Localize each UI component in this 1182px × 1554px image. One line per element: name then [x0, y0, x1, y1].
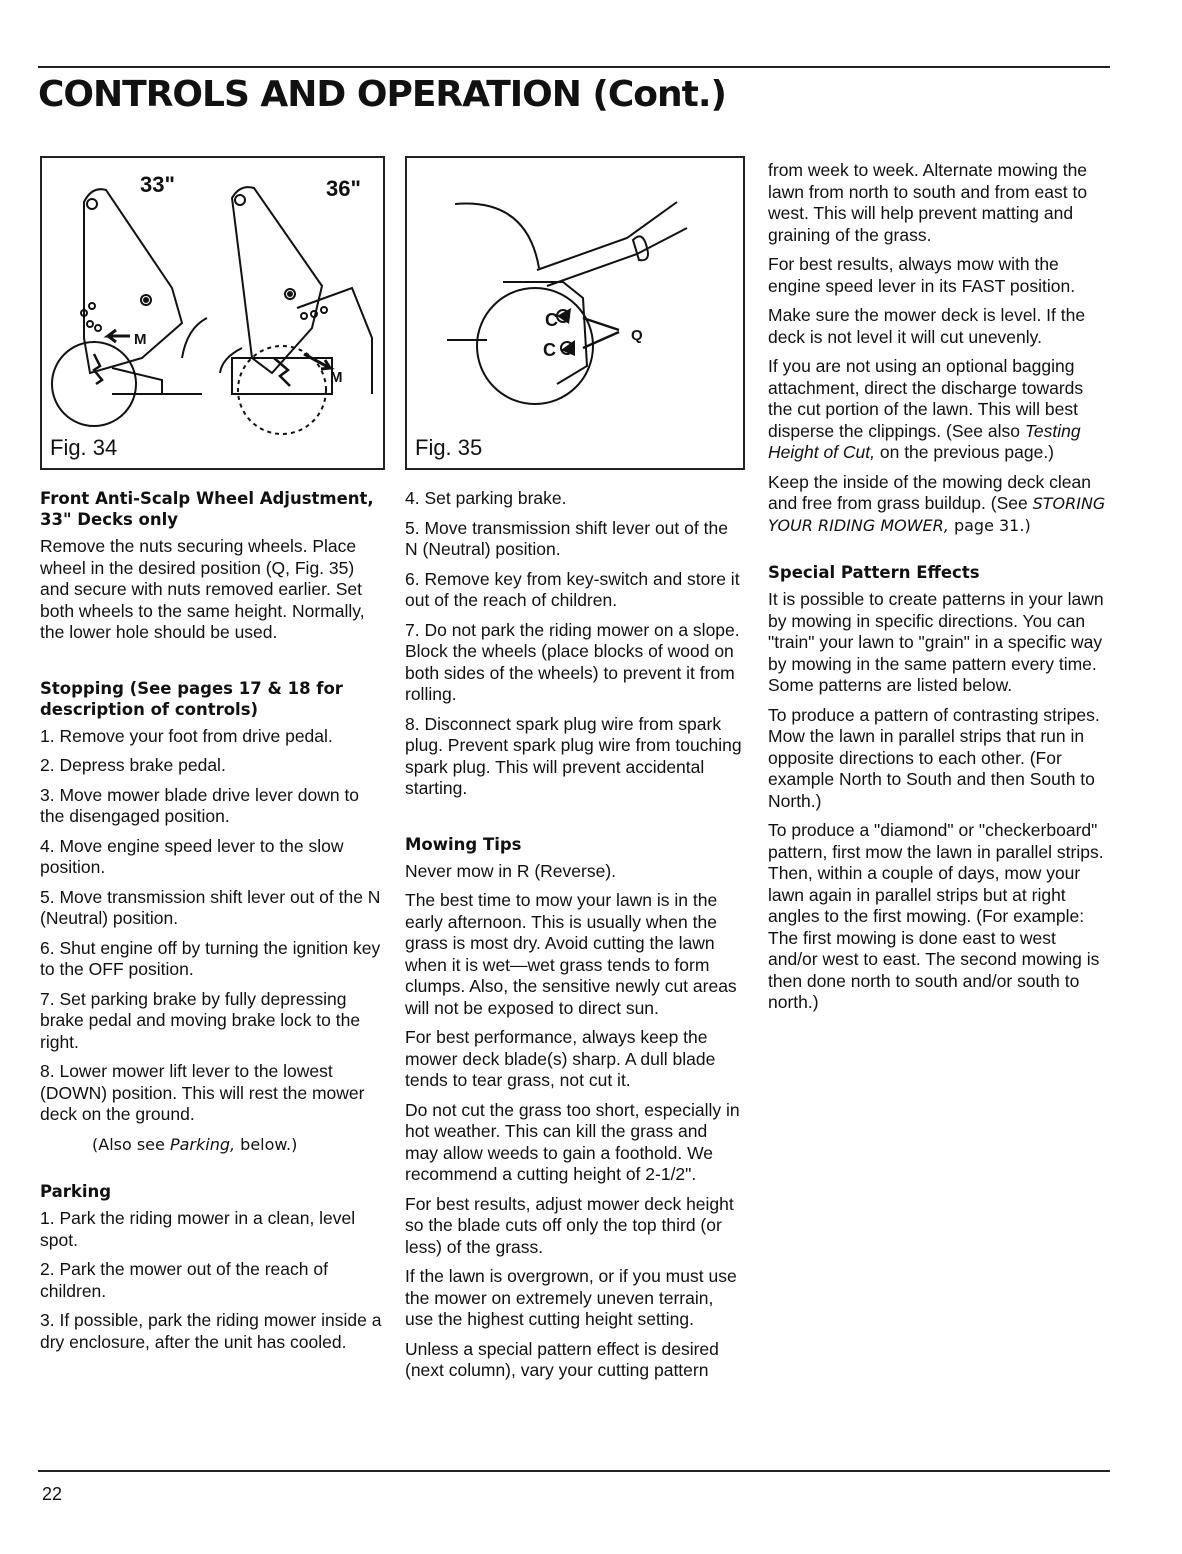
heading-parking: Parking — [40, 1182, 112, 1201]
label-c-top: C — [545, 310, 558, 330]
bottom-rule — [38, 1470, 1110, 1472]
also-see-note: (Also see Parking, below.) — [92, 1134, 298, 1154]
mowing-tip-7: Unless a special pattern effect is desired (next column), vary your cutting pattern — [405, 1338, 719, 1380]
label-36: 36" — [326, 176, 361, 201]
heading-special-patterns: Special Pattern Effects — [768, 563, 980, 582]
column-3 — [768, 160, 1108, 1022]
mowing-tip-4: Do not cut the grass too short, especially in hot weather. This can kill the grass and may allow weeds to gain a foothold. We recommend a cutting height of 2-1/2". — [405, 1099, 740, 1184]
mowing-tip-3: For best performance, always keep the mower deck blade(s) sharp. A dull blade tends to tear grass, not cut it. — [405, 1027, 716, 1090]
parking-step-4: 4. Set parking brake. — [405, 488, 567, 508]
anti-scalp-paragraph: Remove the nuts securing wheels. Place wheel in the desired position (Q, Fig. 35) and secure with nuts removed earlier. Set both wheels to the same height. Normally, the lower hole should be used. — [40, 536, 365, 642]
clean-deck-tip: Keep the inside of the mowing deck clean and free from grass buildup. (See STORING YOUR RIDING MOWER, page 31.) — [768, 471, 1106, 535]
stopping-step-5: 5. Move transmission shift lever out of the N (Neutral) position. — [40, 886, 381, 928]
parking-step-5: 5. Move transmission shift lever out of the N (Neutral) position. — [405, 517, 728, 559]
stopping-step-6: 6. Shut engine off by turning the ignition key to the OFF position. — [40, 937, 381, 979]
fig-35-illustration — [407, 158, 743, 464]
pattern-stripes: To produce a pattern of contrasting stripes. Mow the lawn in parallel strips that run in opposite directions to each other. (For example North to South and then South to North.) — [768, 704, 1100, 811]
stopping-step-1: 1. Remove your foot from drive pedal. — [40, 725, 333, 746]
page-number: 22 — [42, 1484, 63, 1504]
parking-step-1: 1. Park the riding mower in a clean, level spot. — [40, 1208, 356, 1250]
stopping-step-3: 3. Move mower blade drive lever down to the disengaged position. — [40, 784, 360, 826]
figure-35 — [405, 156, 745, 470]
stopping-step-7: 7. Set parking brake by fully depressing brake pedal and moving brake lock to the right. — [40, 988, 361, 1052]
column-2 — [405, 156, 745, 1390]
stopping-step-2: 2. Depress brake pedal. — [40, 755, 226, 775]
mowing-tip-cont-2: For best results, always mow with the engine speed lever in its FAST position. — [768, 254, 1076, 296]
label-33: 33" — [140, 172, 175, 197]
fig-35-caption: Fig. 35 — [415, 434, 483, 460]
parking-step-2: 2. Park the mower out of the reach of children. — [40, 1259, 328, 1301]
heading-anti-scalp: Front Anti-Scalp Wheel Adjustment, 33" Decks only — [40, 489, 374, 529]
parking-step-8: 8. Disconnect spark plug wire from spark plug. Prevent spark plug wire from touching spark plug. This will prevent accidental starting. — [405, 713, 742, 798]
mowing-tip-1: Never mow in R (Reverse). — [405, 860, 617, 881]
label-q: Q — [631, 327, 643, 344]
figure-34 — [40, 156, 385, 470]
stopping-step-8: 8. Lower mower lift lever to the lowest (DOWN) position. This will rest the mower deck on the ground. — [40, 1061, 365, 1124]
top-rule — [38, 66, 1110, 68]
column-1 — [40, 156, 385, 1361]
mowing-tip-2: The best time to mow your lawn is in the early afternoon. This is usually when the grass is most dry. Avoid cutting the lawn when it is wet—wet grass tends to form clumps. Also, the sensitive newly cut areas will not be exposed to direct sun. — [405, 890, 737, 1018]
page-title: CONTROLS AND OPERATION (Cont.) — [38, 74, 726, 115]
parking-step-3: 3. If possible, park the riding mower inside a dry enclosure, after the unit has cooled. — [40, 1310, 382, 1352]
pattern-intro: It is possible to create patterns in your lawn by mowing in specific directions. You can "train" your lawn to "grain" in a specific way by mowing in the same pattern every time. Some patterns are listed below. — [768, 589, 1104, 695]
mowing-tip-cont-3: Make sure the mower deck is level. If the deck is not level it will cut unevenly. — [768, 305, 1086, 347]
mowing-tip-6: If the lawn is overgrown, or if you must use the mower on extremely uneven terrain, use the highest cutting height setting. — [405, 1266, 737, 1329]
mowing-tip-cont-1: from week to week. Alternate mowing the lawn from north to south and from east to west. This will help prevent matting and graining of the grass. — [768, 160, 1088, 245]
stopping-step-4: 4. Move engine speed lever to the slow position. — [40, 835, 344, 877]
label-m-right: M — [330, 369, 343, 386]
fig-34-illustration — [42, 158, 383, 464]
heading-stopping: Stopping (See pages 17 & 18 for description of controls) — [40, 678, 343, 719]
heading-mowing-tips: Mowing Tips — [405, 834, 522, 854]
pattern-checkerboard: To produce a "diamond" or "checkerboard" pattern, first mow the lawn in parallel strips. Then, within a couple of days, mow your lawn again in parallel strips but at right angles to the first mowing. (For example: The first mowing is done east to west and/or west to east. The second mowing is then done north to south and/or south to north.) — [768, 820, 1104, 1012]
mowing-tip-5: For best results, adjust mower deck height so the blade cuts off only the top third (or less) of the grass. — [405, 1193, 734, 1257]
label-m-left: M — [134, 331, 147, 348]
label-c-bottom: C — [543, 340, 556, 360]
fig-34-caption: Fig. 34 — [50, 434, 118, 460]
bagging-tip: If you are not using an optional bagging attachment, direct the discharge towards the cut portion of the lawn. This will best disperse the clippings. (See also Testing Height of Cut, on the previous page.) — [768, 356, 1084, 462]
parking-step-6: 6. Remove key from key-switch and store it out of the reach of children. — [405, 568, 740, 610]
parking-step-7: 7. Do not park the riding mower on a slope. Block the wheels (place blocks of wood on both sides of the wheels) to prevent it from rolling. — [405, 619, 740, 704]
